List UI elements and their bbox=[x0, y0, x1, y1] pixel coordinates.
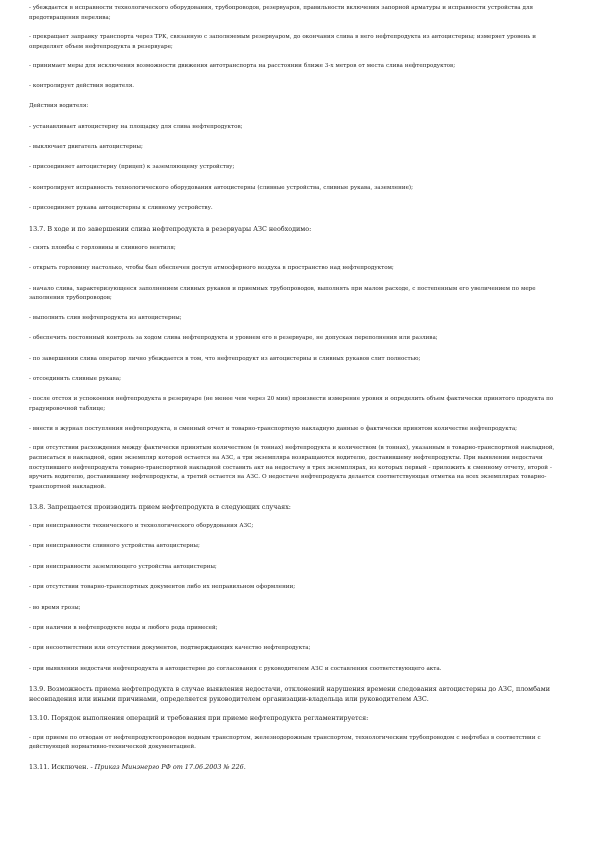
section-13-10 bbox=[29, 714, 569, 724]
paragraph: - отсоединить сливные рукава; bbox=[29, 376, 121, 383]
paragraph: - при неисправности технического и технологического оборудования АЗС; bbox=[29, 522, 254, 529]
section-text: В ходе и по завершении слива нефтепродукта в резервуары АЗС необходимо: bbox=[47, 224, 312, 233]
paragraph: - принимает меры для исключения возможности движения автотранспорта на расстоянии ближе 3-х метров от места слива нефтепродуктов; bbox=[29, 63, 456, 70]
section-13-9 bbox=[29, 685, 569, 705]
paragraph: - при неисправности заземляющего устройства автоцистерны; bbox=[29, 563, 217, 570]
paragraph: Действия водителя: bbox=[29, 103, 89, 110]
paragraph: - убеждается в исправности технологического оборудования, трубопроводов, резервуаров, правильности включения запорной арматуры и исправности устройства для предотвращения перелива; bbox=[29, 5, 534, 21]
section-number: 13.10. bbox=[29, 714, 50, 723]
section-number: 13.11. bbox=[29, 762, 50, 771]
paragraph: - снять пломбы с горловины и сливного вентиля; bbox=[29, 244, 176, 251]
paragraph: - при приеме по отводам от нефтепродуктопроводов водным транспортом, железнодорожным транспортом, технологическим трубопроводом с нефтебаз в соответствии с действующей нормативно-технической документацией. bbox=[29, 734, 541, 751]
paragraph: - контролирует действия водителя. bbox=[29, 82, 135, 89]
section-number: 13.8. bbox=[29, 502, 46, 511]
paragraph: - при неисправности сливного устройства автоцистерны; bbox=[29, 543, 200, 550]
paragraph: - при выявлении недостачи нефтепродукта в автоцистерне до согласования с руководителем АЗС и составления соответствующего акта. bbox=[29, 665, 442, 672]
paragraph: - выполнить слив нефтепродукта из автоцистерны; bbox=[29, 314, 182, 321]
paragraph: - устанавливает автоцистерну на площадку для слива нефтепродуктов; bbox=[29, 123, 243, 130]
section-text: Запрещается производить прием нефтепродукта в следующих случаях: bbox=[47, 502, 291, 511]
paragraph: - при отсутствии товарно-транспортных документов либо их неправильном оформлении; bbox=[29, 584, 296, 591]
document-page bbox=[29, 4, 569, 782]
section-13-7 bbox=[29, 225, 569, 235]
section-text: Возможность приема нефтепродукта в случае выявления недостачи, отклонений нарушения времени следования автоцистерны до АЗС, пломбами несовпадения или иными причинами, определяется руководителем организации-владельца или руководителем АЗС. bbox=[29, 685, 550, 703]
section-13-11 bbox=[29, 763, 569, 773]
paragraph: - при несоответствии или отсутствии документов, подтверждающих качество нефтепродукта; bbox=[29, 645, 311, 652]
paragraph: - прекращает заправку транспорта через ТРК, связанную с заполняемым резервуаром, до окончания слива в него нефтепродукта из автоцистерны; измеряет уровень и определяет объем нефтепродукта в резервуаре; bbox=[29, 34, 537, 50]
paragraph: - при наличии в нефтепродукте воды и любого рода примесей; bbox=[29, 624, 218, 631]
section-13-8 bbox=[29, 503, 569, 513]
paragraph: - по завершении слива оператор лично убеждается в том, что нефтепродукт из автоцистерны и сливных рукавов слит полностью; bbox=[29, 355, 421, 362]
paragraph: - при отсутствии расхождения между фактически принятым количеством (в тоннах) нефтепродукта и количеством (в тоннах), указанным в товарно-транспортной накладной, расписаться в накладной, один экземпляр которой остается на АЗС, а три экземпляра возвращаются водителю, доставившему нефтепродукты. При выявлении недостачи поступившего нефтепродукта товарно-транспортной накладной составить акт на недостачу в трех экземплярах, из которых первый - приложить к сменному отчету, второй - вручить водителю, доставившему нефтепродукты, а третий остается на АЗС. О недостаче нефтепродукта делается соответствующая отметка на всех экземплярах товарно-транспортной накладной. bbox=[29, 445, 555, 491]
paragraph: - открыть горловину настолько, чтобы был обеспечен доступ атмосферного воздуха в пространство над нефтепродуктом; bbox=[29, 265, 394, 272]
section-text: Порядок выполнения операций и требования при приеме нефтепродукта регламентируется: bbox=[51, 714, 369, 723]
paragraph: - выключает двигатель автоцистерны; bbox=[29, 143, 143, 150]
section-text: Исключен. - bbox=[51, 762, 95, 771]
order-reference: Приказ Минэнерго РФ от 17.06.2003 № 226. bbox=[94, 762, 246, 771]
paragraph: - внести в журнал поступления нефтепродукта, в сменный отчет и товарно-транспортную накладную данные о фактически принятом количестве нефтепродукта; bbox=[29, 425, 518, 432]
paragraph: - контролирует исправность технологического оборудования автоцистерны (сливные устройства, сливные рукава, заземление); bbox=[29, 184, 413, 191]
paragraph: - после отстоя и успокоения нефтепродукта в резервуаре (не менее чем через 20 мин) произвести измерение уровня и определить объем фактически принятого продукта по градуировочной таблице; bbox=[29, 396, 554, 413]
paragraph: - присоединяет рукава автоцистерны к сливному устройству. bbox=[29, 205, 213, 212]
section-number: 13.7. bbox=[29, 224, 46, 233]
paragraph: - во время грозы; bbox=[29, 604, 81, 611]
paragraph: - обеспечить постоянный контроль за ходом слива нефтепродукта и уровнем его в резервуаре, не допуская переполнения или разлива; bbox=[29, 335, 438, 342]
section-number: 13.9. bbox=[29, 685, 46, 694]
paragraph: - присоединяет автоцистерну (прицеп) к заземляющему устройству; bbox=[29, 164, 235, 171]
paragraph: - начало слива, характеризующееся заполнением сливных рукавов и приемных трубопроводов, выполнять при малом расходе, с постепенным его увеличением по мере заполнения трубопроводов; bbox=[29, 285, 536, 302]
